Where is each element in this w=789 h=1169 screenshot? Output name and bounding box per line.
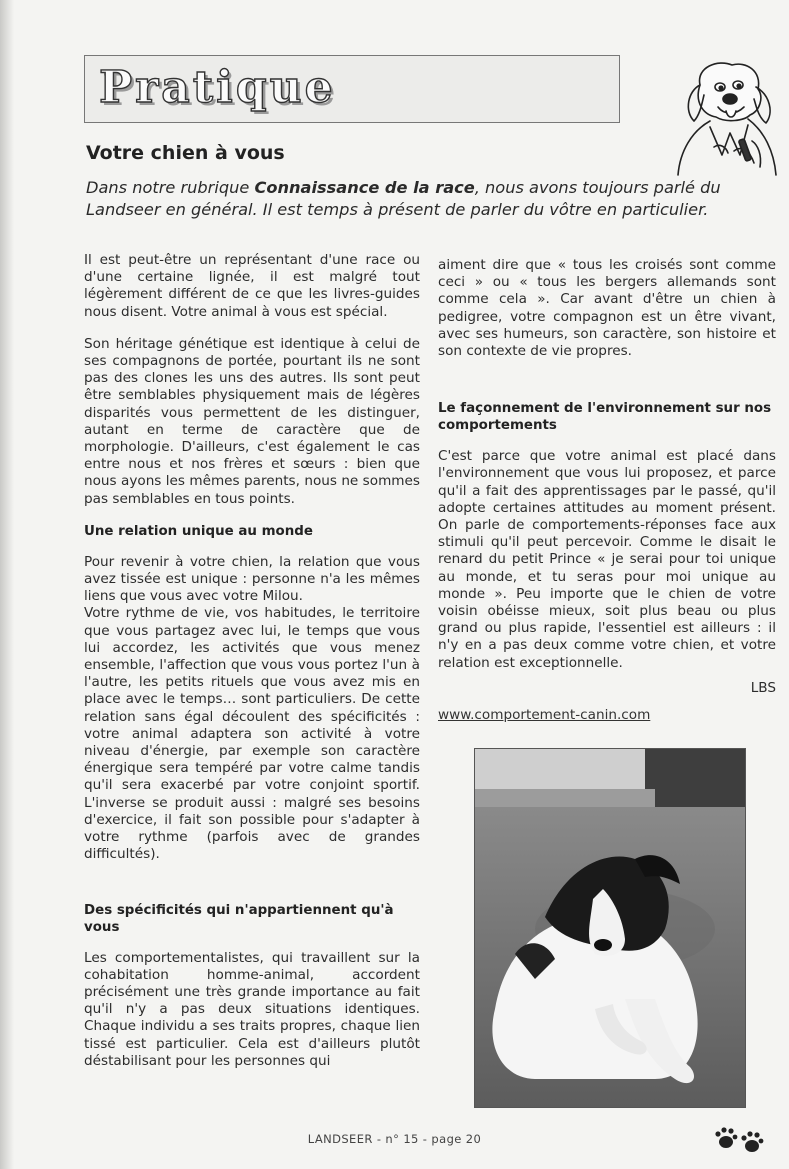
- right-column: [438, 257, 776, 724]
- subheading-faconnement: Le façonnement de l'environnement sur nos comportements: [438, 401, 772, 434]
- left-paragraph-4: Votre rythme de vie, vos habitudes, le territoire que vous partagez avec lui, le temps que vous lui accordez, les activités que vous menez ensemble, l'affection que vous vous portez l'un à l'autre, les petits rituels que vous avez mis en place avec le temps… sont particuliers. De cette relation sans égal découlent des spécificités : votre animal adaptera son activité à votre niveau d'énergie, par exemple son caractère énergique sera tempéré par votre calme tandis qu'il sera exacerbé par votre conjoint sportif. L'inverse se produit aussi : malgré ses besoins d'exercice, il fait son possible pour s'adapter à votre rythme (parfois avec de grandes difficultés).: [84, 605, 420, 863]
- page-footer: LANDSEER - n° 15 - page 20: [307, 1132, 482, 1146]
- dog-mascot-icon: [670, 55, 782, 179]
- author-signature: LBS: [750, 679, 776, 696]
- dog-photo: [474, 748, 746, 1108]
- dog-photo-illustration: [475, 749, 746, 1108]
- left-paragraph-5: Les comportementalistes, qui travaillent sur la cohabitation homme-animal, accordent précisément une très grande importance au fait qu'il n'y a pas deux situations identiques. Chaque individu a ses traits propres, chaque lien tissé est particulier. Cela est d'ailleurs plutôt déstabilisant pour les personnes qui: [84, 949, 420, 1069]
- subheading-specificites: Des spécificités qui n'appartiennent qu'à vous: [84, 902, 394, 935]
- page-edge-shadow: [0, 0, 14, 1169]
- intro-text-start: Dans notre rubrique: [86, 178, 255, 197]
- paw-prints-icon: [712, 1122, 772, 1158]
- subheading-relation-unique: Une relation unique au monde: [84, 523, 313, 539]
- section-header-box: [84, 55, 620, 123]
- article-title: Votre chien à vous: [86, 142, 285, 164]
- left-column: [84, 252, 420, 1085]
- intro-text-end: , nous avons toujours parlé du Landseer en général. Il est temps à présent de parler du vôtre en particulier.: [86, 178, 721, 219]
- right-paragraph-2: C'est parce que votre animal est placé dans l'environnement que vous lui proposez, et parce qu'il a fait des apprentissages par le passé, qu'il adopte certaines attitudes au moment présent. On parle de comportements-réponses face aux stimuli qu'il peut percevoir. Comme le disait le renard du petit Prince « je serai pour toi unique au monde, et tu seras pour moi unique au monde ». Peu importe que le chien de votre voisin obéisse mieux, soit plus beau ou plus grand ou plus rapide, l'essentiel est ailleurs : il n'y en a pas deux comme votre chien, et votre relation est exceptionnelle.: [438, 448, 776, 671]
- left-paragraph-2: Son héritage génétique est identique à celui de ses compagnons de portée, pourtant ils ne sont pas des clones les uns des autres. Ils sont peut être semblables physiquement mais de légères disparités vous permettent de les distinguer, autant en terme de caractère que de morphologie. D'ailleurs, c'est également le cas entre nous et nos frères et sœurs : bien que nous ayons les mêmes parents, nous ne sommes pas semblables en tous points.: [84, 335, 420, 507]
- section-header-title: Pratique: [99, 62, 336, 113]
- article-intro: [86, 177, 786, 221]
- left-paragraph-3: Pour revenir à votre chien, la relation que vous avez tissée est unique : personne n'a les mêmes liens que vous avec votre Milou.: [84, 553, 420, 605]
- website-link[interactable]: www.comportement-canin.com: [438, 707, 651, 724]
- intro-rubric-name: Connaissance de la race: [254, 178, 475, 197]
- right-paragraph-1: aiment dire que « tous les croisés sont comme ceci » ou « tous les bergers allemands sont comme cela ». Car avant d'être un chien à pedigree, votre compagnon est un être vivant, avec ses humeurs, son caractère, son histoire et son contexte de vie propres.: [438, 257, 776, 360]
- left-paragraph-1: Il est peut-être un représentant d'une race ou d'une certaine lignée, il est malgré tout légèrement différent de ce que les livres-guides nous disent. Votre animal à vous est spécial.: [84, 252, 420, 320]
